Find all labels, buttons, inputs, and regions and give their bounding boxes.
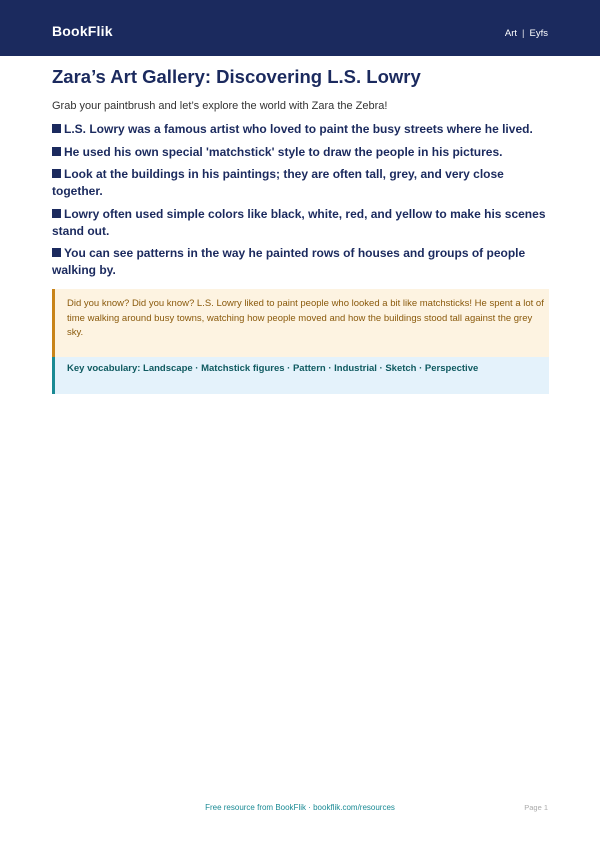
- page-number: Page 1: [524, 803, 548, 812]
- breadcrumb: [505, 28, 548, 39]
- fact-text: Lowry often used simple colors like black, white, red, and yellow to make his scenes stand out.: [52, 206, 546, 238]
- intro-text: Grab your paintbrush and let’s explore the world with Zara the Zebra!: [52, 100, 388, 112]
- square-bullet-icon: [52, 209, 61, 218]
- fact-item: [52, 144, 552, 161]
- key-vocabulary-box: [52, 357, 549, 394]
- page-title: Zara’s Art Gallery: Discovering L.S. Lowry: [52, 66, 421, 87]
- did-you-know-callout: [52, 289, 549, 357]
- fact-text: L.S. Lowry was a famous artist who loved to paint the busy streets where he lived.: [64, 122, 533, 136]
- fact-list: [52, 121, 552, 285]
- fact-item: [52, 245, 552, 279]
- square-bullet-icon: [52, 124, 61, 133]
- square-bullet-icon: [52, 147, 61, 156]
- fact-item: [52, 121, 552, 138]
- fact-text: He used his own special 'matchstick' style to draw the people in his pictures.: [64, 144, 503, 159]
- square-bullet-icon: [52, 248, 61, 257]
- square-bullet-icon: [52, 169, 61, 178]
- fact-text: Look at the buildings in his paintings; they are often tall, grey, and very close together.: [52, 167, 504, 198]
- callout-text: Did you know? Did you know? L.S. Lowry liked to paint people who looked a bit like matchsticks! He spent a lot of time walking around busy towns, watching how people moved and how the buildings stood tall against the grey sky.: [67, 298, 544, 338]
- breadcrumb-separator: |: [522, 28, 525, 39]
- breadcrumb-item-art[interactable]: Art: [504, 28, 518, 39]
- vocabulary-text: Key vocabulary: Landscape · Matchstick figures · Pattern · Industrial · Sketch · Perspective: [67, 363, 479, 374]
- fact-text: You can see patterns in the way he painted rows of houses and groups of people walking by.: [52, 246, 526, 277]
- fact-item: [52, 206, 552, 240]
- fact-item: [52, 166, 552, 200]
- footer-credit[interactable]: Free resource from BookFlik · bookflik.com/resources: [205, 803, 395, 812]
- breadcrumb-item-eyfs[interactable]: Eyfs: [529, 28, 548, 39]
- top-bar: [0, 0, 600, 56]
- brand-logo-text[interactable]: BookFlik: [52, 23, 113, 39]
